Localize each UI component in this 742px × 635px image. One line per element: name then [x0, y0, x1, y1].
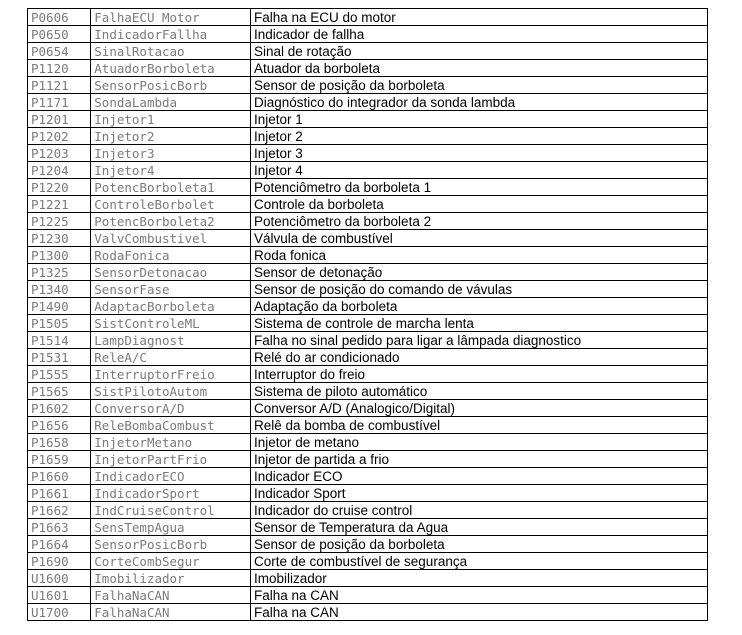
fault-code-cell: U1601 [28, 587, 91, 604]
fault-name-cell: Injetor3 [91, 145, 251, 162]
fault-name-cell: LampDiagnost [91, 332, 251, 349]
fault-description-cell: Sistema de controle de marcha lenta [250, 315, 707, 332]
fault-description-cell: Falha na CAN [250, 587, 707, 604]
table-row [28, 332, 708, 349]
fault-code-cell: P1203 [28, 145, 91, 162]
fault-description-cell: Indicador de fallha [250, 26, 707, 43]
fault-code-cell: P1555 [28, 366, 91, 383]
fault-name-cell: IndicadorFallha [91, 26, 251, 43]
fault-description-cell: Falha na CAN [250, 604, 707, 621]
table-row [28, 570, 708, 587]
fault-code-cell: P1490 [28, 298, 91, 315]
table-row [28, 94, 708, 111]
table-row [28, 162, 708, 179]
fault-code-cell: P1662 [28, 502, 91, 519]
table-row [28, 264, 708, 281]
fault-name-cell: FalhaNaCAN [91, 604, 251, 621]
table-row [28, 128, 708, 145]
fault-name-cell: SondaLambda [91, 94, 251, 111]
table-row [28, 230, 708, 247]
fault-description-cell: Injetor de metano [250, 434, 707, 451]
fault-description-cell: Indicador ECO [250, 468, 707, 485]
fault-code-cell: P1690 [28, 553, 91, 570]
fault-description-cell: Sensor de posição da borboleta [250, 77, 707, 94]
fault-name-cell: InjetorPartFrio [91, 451, 251, 468]
fault-name-cell: Imobilizador [91, 570, 251, 587]
fault-name-cell: SistControleML [91, 315, 251, 332]
fault-name-cell: SensorPosicBorb [91, 536, 251, 553]
fault-code-cell: P1659 [28, 451, 91, 468]
fault-code-cell: P1171 [28, 94, 91, 111]
fault-code-cell: P1602 [28, 400, 91, 417]
fault-code-cell: P1120 [28, 60, 91, 77]
fault-name-cell: ValvCombustivel [91, 230, 251, 247]
fault-name-cell: FalhaECU Motor [91, 9, 251, 26]
fault-code-cell: P1325 [28, 264, 91, 281]
table-row [28, 298, 708, 315]
table-row [28, 400, 708, 417]
table-row [28, 519, 708, 536]
fault-description-cell: Sensor de posição da borboleta [250, 536, 707, 553]
fault-name-cell: SensorFase [91, 281, 251, 298]
fault-description-cell: Potenciômetro da borboleta 1 [250, 179, 707, 196]
fault-name-cell: ReleA/C [91, 349, 251, 366]
table-row [28, 111, 708, 128]
fault-description-cell: Injetor 4 [250, 162, 707, 179]
fault-description-cell: Sensor de posição do comando de vávulas [250, 281, 707, 298]
fault-name-cell: Injetor1 [91, 111, 251, 128]
fault-code-cell: P0606 [28, 9, 91, 26]
fault-code-cell: P0650 [28, 26, 91, 43]
fault-description-cell: Roda fonica [250, 247, 707, 264]
table-row [28, 434, 708, 451]
table-row [28, 553, 708, 570]
fault-code-cell: P1202 [28, 128, 91, 145]
fault-code-cell: P1660 [28, 468, 91, 485]
fault-description-cell: Injetor 2 [250, 128, 707, 145]
fault-description-cell: Falha na ECU do motor [250, 9, 707, 26]
table-row [28, 247, 708, 264]
table-row [28, 43, 708, 60]
fault-description-cell: Interruptor do freio [250, 366, 707, 383]
fault-name-cell: AdaptacBorboleta [91, 298, 251, 315]
fault-name-cell: ConversorA/D [91, 400, 251, 417]
fault-name-cell: SistPilotoAutom [91, 383, 251, 400]
fault-name-cell: Injetor2 [91, 128, 251, 145]
fault-description-cell: Imobilizador [250, 570, 707, 587]
fault-code-cell: P1220 [28, 179, 91, 196]
fault-code-cell: U1600 [28, 570, 91, 587]
fault-name-cell: RodaFonica [91, 247, 251, 264]
fault-name-cell: PotencBorboleta2 [91, 213, 251, 230]
table-row [28, 366, 708, 383]
table-row [28, 417, 708, 434]
fault-code-cell: P1204 [28, 162, 91, 179]
fault-code-cell: U1700 [28, 604, 91, 621]
table-row [28, 213, 708, 230]
fault-name-cell: Injetor4 [91, 162, 251, 179]
fault-name-cell: InjetorMetano [91, 434, 251, 451]
fault-codes-body [28, 9, 708, 621]
fault-code-cell: P1340 [28, 281, 91, 298]
fault-description-cell: Relé do ar condicionado [250, 349, 707, 366]
fault-code-cell: P1565 [28, 383, 91, 400]
fault-description-cell: Conversor A/D (Analogico/Digital) [250, 400, 707, 417]
table-row [28, 77, 708, 94]
fault-name-cell: ReleBombaCombust [91, 417, 251, 434]
table-row [28, 26, 708, 43]
fault-code-cell: P1230 [28, 230, 91, 247]
fault-description-cell: Relê da bomba de combustível [250, 417, 707, 434]
fault-name-cell: SinalRotacao [91, 43, 251, 60]
fault-code-cell: P0654 [28, 43, 91, 60]
fault-description-cell: Indicador do cruise control [250, 502, 707, 519]
table-row [28, 485, 708, 502]
table-row [28, 536, 708, 553]
fault-description-cell: Sensor de Temperatura da Agua [250, 519, 707, 536]
fault-code-cell: P1221 [28, 196, 91, 213]
table-row [28, 60, 708, 77]
fault-description-cell: Sinal de rotação [250, 43, 707, 60]
fault-description-cell: Válvula de combustível [250, 230, 707, 247]
table-row [28, 604, 708, 621]
fault-name-cell: SensorDetonacao [91, 264, 251, 281]
fault-description-cell: Indicador Sport [250, 485, 707, 502]
fault-name-cell: IndCruiseControl [91, 502, 251, 519]
table-row [28, 451, 708, 468]
fault-code-cell: P1514 [28, 332, 91, 349]
table-row [28, 196, 708, 213]
fault-name-cell: InterruptorFreio [91, 366, 251, 383]
table-row [28, 383, 708, 400]
fault-code-cell: P1225 [28, 213, 91, 230]
fault-name-cell: PotencBorboleta1 [91, 179, 251, 196]
fault-code-cell: P1505 [28, 315, 91, 332]
fault-description-cell: Sensor de detonação [250, 264, 707, 281]
table-row [28, 9, 708, 26]
table-row [28, 468, 708, 485]
fault-code-cell: P1656 [28, 417, 91, 434]
fault-description-cell: Adaptação da borboleta [250, 298, 707, 315]
fault-description-cell: Corte de combustível de segurança [250, 553, 707, 570]
fault-code-cell: P1300 [28, 247, 91, 264]
fault-description-cell: Diagnóstico do integrador da sonda lambda [250, 94, 707, 111]
fault-description-cell: Injetor de partida a frio [250, 451, 707, 468]
fault-name-cell: IndicadorECO [91, 468, 251, 485]
table-row [28, 502, 708, 519]
fault-name-cell: CorteCombSegur [91, 553, 251, 570]
fault-code-cell: P1531 [28, 349, 91, 366]
fault-description-cell: Falha no sinal pedido para ligar a lâmpada diagnostico [250, 332, 707, 349]
fault-description-cell: Potenciômetro da borboleta 2 [250, 213, 707, 230]
fault-code-cell: P1663 [28, 519, 91, 536]
fault-code-cell: P1664 [28, 536, 91, 553]
fault-code-cell: P1658 [28, 434, 91, 451]
fault-description-cell: Sistema de piloto automático [250, 383, 707, 400]
fault-name-cell: SensorPosicBorb [91, 77, 251, 94]
table-row [28, 349, 708, 366]
fault-name-cell: ControleBorbolet [91, 196, 251, 213]
fault-code-cell: P1201 [28, 111, 91, 128]
fault-name-cell: FalhaNaCAN [91, 587, 251, 604]
table-row [28, 315, 708, 332]
fault-description-cell: Injetor 1 [250, 111, 707, 128]
table-row [28, 281, 708, 298]
table-row [28, 145, 708, 162]
fault-name-cell: AtuadorBorboleta [91, 60, 251, 77]
fault-name-cell: IndicadorSport [91, 485, 251, 502]
fault-description-cell: Atuador da borboleta [250, 60, 707, 77]
fault-description-cell: Injetor 3 [250, 145, 707, 162]
fault-code-cell: P1661 [28, 485, 91, 502]
fault-code-cell: P1121 [28, 77, 91, 94]
table-row [28, 179, 708, 196]
table-row [28, 587, 708, 604]
fault-codes-table [27, 8, 708, 621]
fault-name-cell: SensTempAgua [91, 519, 251, 536]
fault-description-cell: Controle da borboleta [250, 196, 707, 213]
